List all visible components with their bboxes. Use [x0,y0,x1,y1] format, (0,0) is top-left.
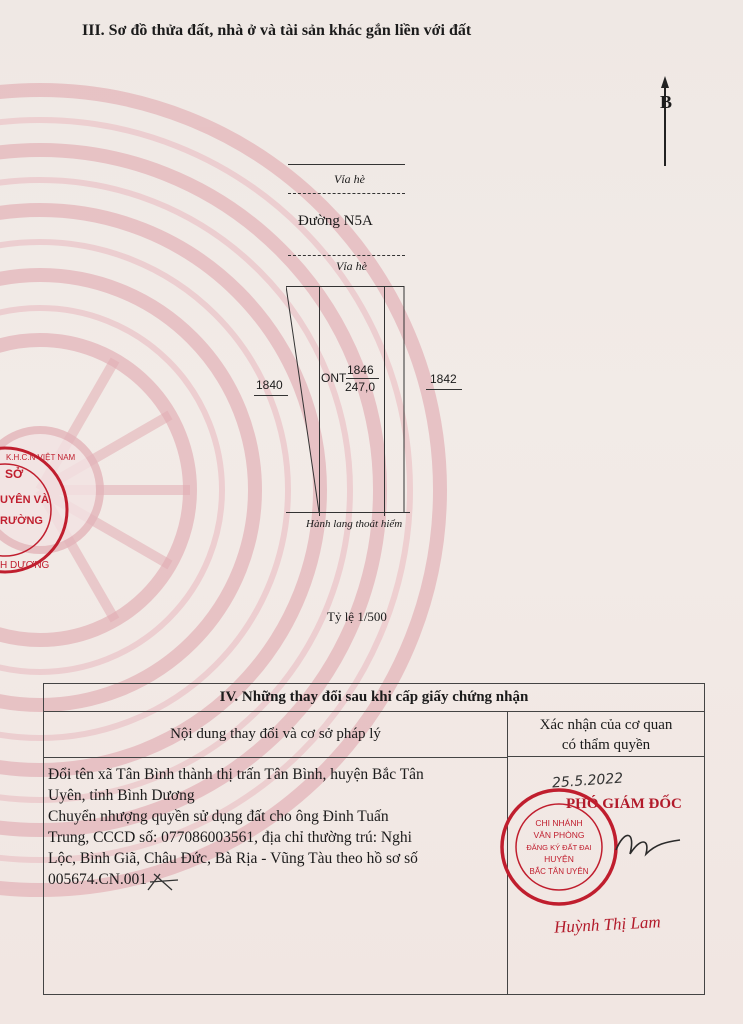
column-header-confirm [508,712,704,757]
scale-label: Tỷ lệ 1/500 [327,609,387,624]
left-seal-arc: K.H.C.N VIỆT NAM [6,453,76,462]
signature-scribble [610,820,690,870]
north-arrow-icon [652,76,676,168]
office-stamp [498,786,620,908]
section3-title: III. Sơ đồ thửa đất, nhà ở và tài sản khác gắn liền với đất [82,22,472,39]
stamp-line-3: ĐĂNG KÝ ĐẤT ĐAI [526,843,592,852]
parcel-type: ONT [321,371,347,385]
change-line-2: Uyên, tỉnh Bình Dương [48,787,195,804]
left-seal-stamp [0,420,80,600]
change-line-1: Đổi tên xã Tân Bình thành thị trấn Tân Bình, huyện Bắc Tân [48,766,424,783]
signature-date: 25.5.2022 [551,770,624,792]
change-line-5: Lộc, Bình Giã, Châu Đức, Bà Rịa - Vũng Tàu theo hồ sơ số [48,850,418,867]
parcel-fraction-line [346,378,379,379]
parcel-right-number: 1842 [430,372,457,386]
change-line-6: 005674.CN.001 [48,871,148,888]
stamp-line-4: HUYỆN [544,854,574,864]
change-line-4: Trung, CCCD số: 077086003561, địa chỉ thường trú: Nghi [48,829,412,846]
signer-name: Huỳnh Thị Lam [553,912,662,937]
parcel-left-number: 1840 [256,378,283,392]
parcel-right-underline [426,389,462,390]
confirm-header-line2: có thẩm quyền [561,737,651,753]
sidewalk-top-line [288,164,405,165]
stamp-line-1: CHI NHÁNH [535,818,583,828]
road-edge-top [288,193,405,194]
changes-content-cell [44,758,508,994]
change-line-3: Chuyển nhượng quyền sử dụng đất cho ông Đinh Tuấn [48,808,389,825]
signer-title: PHÓ GIÁM ĐỐC [566,796,682,812]
left-seal-line4: H DƯƠNG [0,560,50,571]
stamp-line-5: BẮC TÂN UYÊN [529,867,589,876]
initials-mark [144,868,184,898]
stamp-line-2: VĂN PHÒNG [533,830,585,840]
north-label: B [660,92,673,112]
section4-title: IV. Những thay đổi sau khi cấp giấy chứng nhận [44,684,704,712]
sidewalk-top-label: Vỉa hè [334,172,365,186]
parcel-number: 1846 [347,363,374,377]
parcel-left-underline [254,395,288,396]
left-seal-line3: RƯỜNG [0,515,43,527]
street-name: Đường N5A [298,213,373,229]
confirm-header-line1: Xác nhận của cơ quan [539,717,673,733]
road-edge-bottom [288,255,405,256]
sidewalk-bottom-label: Vỉa hè [336,259,367,273]
parcel-area: 247,0 [345,380,376,394]
left-seal-line1: SỞ [5,467,24,481]
left-seal-line2: UYÊN VÀ [0,494,49,506]
corridor-label: Hành lang thoát hiểm [306,518,403,530]
column-header-content: Nội dung thay đổi và cơ sở pháp lý [44,712,508,758]
parcel-side-lines [286,286,410,518]
